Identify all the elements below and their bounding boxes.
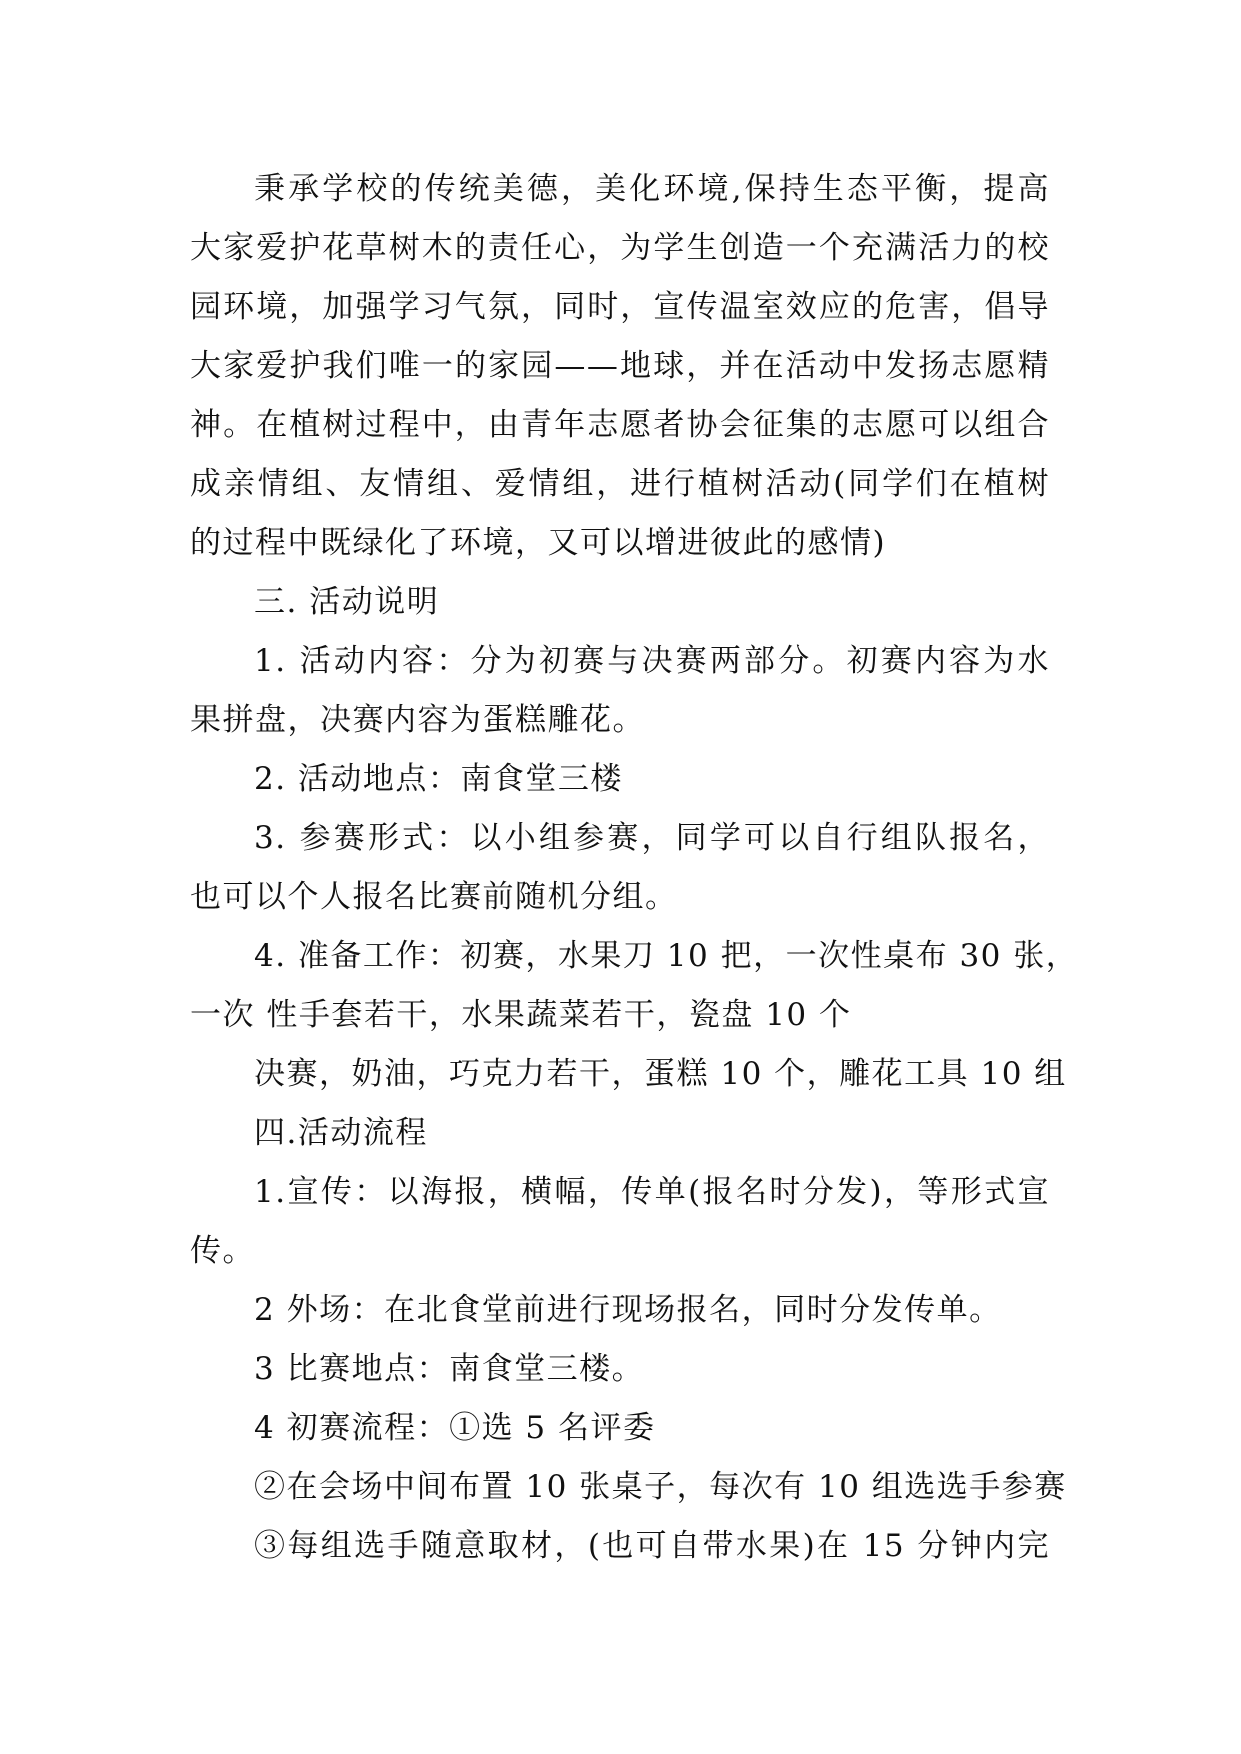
text-line: 3. 参赛形式：以小组参赛，同学可以自行组队报名， bbox=[254, 820, 1050, 856]
text-line: 4. 准备工作：初赛，水果刀 10 把，一次性桌布 30 张， bbox=[254, 938, 1079, 974]
document-body bbox=[190, 160, 1079, 1576]
text-line: 果拼盘，决赛内容为蛋糕雕花。 bbox=[190, 702, 645, 738]
section-heading: 三. 活动说明 bbox=[254, 584, 440, 620]
text-line: 一次 性手套若干，水果蔬菜若干，瓷盘 10 个 bbox=[190, 997, 852, 1033]
text-line: 2 外场：在北食堂前进行现场报名，同时分发传单。 bbox=[254, 1292, 1002, 1328]
text-line: 大家爱护花草树木的责任心，为学生创造一个充满活力的校 bbox=[190, 230, 1050, 266]
text-line: 神。在植树过程中，由青年志愿者协会征集的志愿可以组合 bbox=[190, 407, 1050, 443]
text-line: 2. 活动地点：南食堂三楼 bbox=[254, 761, 623, 797]
text-line: ②在会场中间布置 10 张桌子，每次有 10 组选选手参赛 bbox=[254, 1469, 1067, 1505]
text-line: 1. 活动内容：分为初赛与决赛两部分。初赛内容为水 bbox=[254, 643, 1050, 679]
text-line: 传。 bbox=[190, 1233, 255, 1269]
section-heading: 四.活动流程 bbox=[254, 1115, 428, 1151]
text-line: ③每组选手随意取材，(也可自带水果)在 15 分钟内完 bbox=[254, 1528, 1050, 1564]
text-line: 的过程中既绿化了环境，又可以增进彼此的感情) bbox=[190, 525, 887, 561]
text-line: 大家爱护我们唯一的家园——地球，并在活动中发扬志愿精 bbox=[190, 348, 1050, 384]
text-line: 4 初赛流程：①选 5 名评委 bbox=[254, 1410, 656, 1446]
text-line: 决赛，奶油，巧克力若干，蛋糕 10 个，雕花工具 10 组 bbox=[254, 1056, 1067, 1092]
text-line: 也可以个人报名比赛前随机分组。 bbox=[190, 879, 678, 915]
text-line: 成亲情组、友情组、爱情组，进行植树活动(同学们在植树 bbox=[190, 466, 1050, 502]
text-line: 园环境，加强学习气氛，同时，宣传温室效应的危害，倡导 bbox=[190, 289, 1050, 325]
text-line: 秉承学校的传统美德，美化环境,保持生态平衡，提高 bbox=[254, 171, 1050, 207]
text-line: 3 比赛地点：南食堂三楼。 bbox=[254, 1351, 645, 1387]
text-line: 1.宣传：以海报，横幅，传单(报名时分发)，等形式宣 bbox=[254, 1174, 1050, 1210]
